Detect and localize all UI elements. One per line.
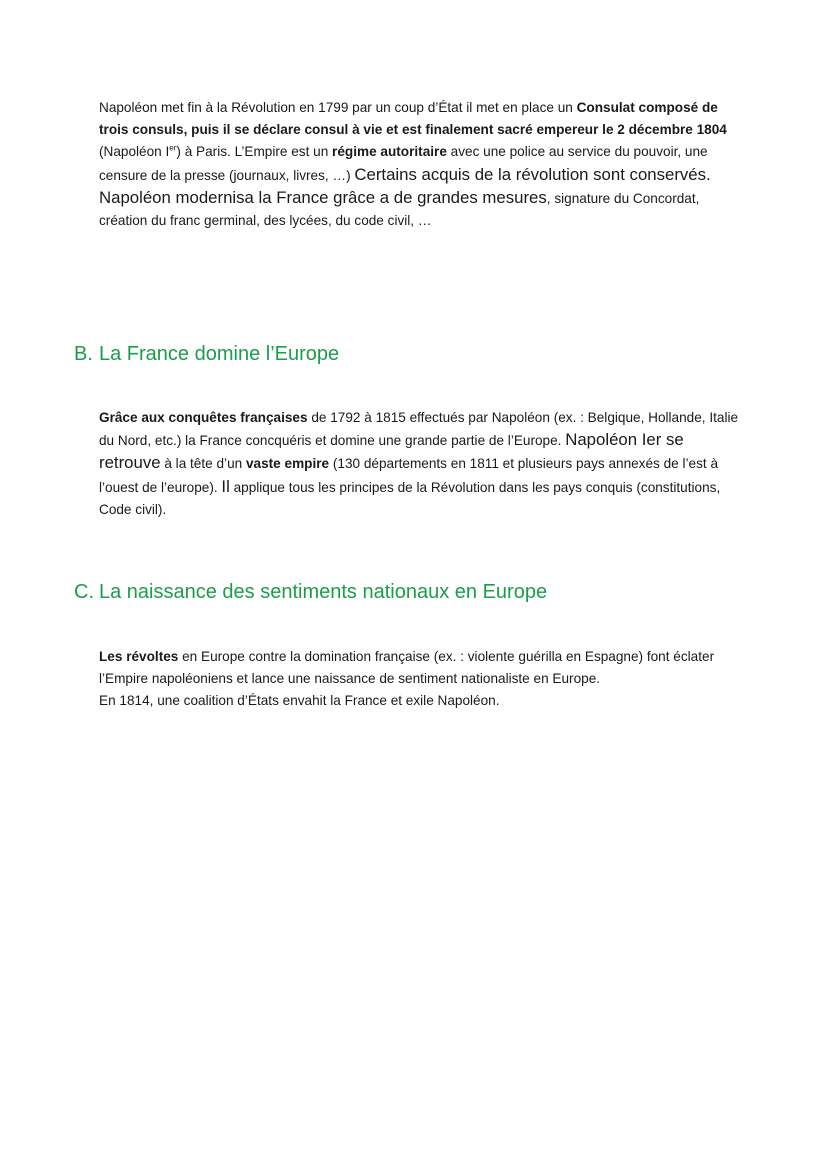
section-heading-c (74, 579, 547, 605)
text-run: en Europe contre la domination française (ex. : violente guérilla en Espagne) font éclater l’Empire napoléoniens et lance une naissance de sentiment nationaliste en Europe. (99, 649, 715, 687)
section-heading-b (74, 341, 339, 367)
text-run: de 1792 à 1815 effectués par Napoléon (ex. : Belgique, Hollande, Italie du Nord, etc.) la France concquéris et domine une grande partie de l’Europe. (99, 410, 739, 449)
bold-text-run: Grâce aux conquêtes françaises (99, 410, 308, 425)
bold-text-run: vaste empire (245, 456, 330, 472)
text-run: (Napoléon I (99, 144, 170, 160)
bold-text-run: Consulat composé de trois consuls, puis il se déclare consul à vie et est finalement sacré empereur le 2 décembre 1804 (99, 100, 727, 138)
text-run: Napoléon met fin à la Révolution en 1799 par un coup d’État il met en place un (99, 100, 577, 115)
text-run: (130 départements en 1811 et plusieurs pays annexés de l’est à l’ouest de l’europe). (99, 456, 719, 495)
text-run: à la tête d’un (160, 456, 246, 472)
sentiments-nationaux-paragraph (99, 646, 739, 713)
large-text-run: Certains acquis de la révolution sont conservés. Napoléon modernisa la France grâce a de grandes mesures (99, 164, 711, 207)
heading-title: La France domine l’Europe (99, 343, 340, 365)
bold-text-run: Les révoltes (99, 649, 179, 664)
heading-letter: C. (74, 581, 94, 603)
text-run: applique tous les principes de la Révolution dans les pays conquis (constitutions, Code civil). (99, 479, 721, 517)
superscript: er (169, 143, 177, 153)
large-text-run: Napoléon Ier se retrouve (99, 430, 684, 473)
text-run: , signature du Concordat, création du franc germinal, des lycées, du code civil, … (99, 190, 700, 229)
text-run: ) à Paris. L’Empire est un (176, 144, 333, 160)
bold-text-run: régime autoritaire (332, 144, 447, 160)
text-run: En 1814, une coalition d’États envahit la France et exile Napoléon. (99, 693, 500, 709)
large-text-run: Il (221, 476, 230, 496)
heading-letter: B. (74, 343, 93, 365)
text-run: avec une police au service du pouvoir, une censure de la presse (journaux, livres, …) (99, 144, 708, 183)
napoleon-consulat-paragraph (99, 97, 739, 232)
heading-title: La naissance des sentiments nationaux en Europe (99, 581, 548, 603)
france-domine-paragraph (99, 407, 739, 521)
